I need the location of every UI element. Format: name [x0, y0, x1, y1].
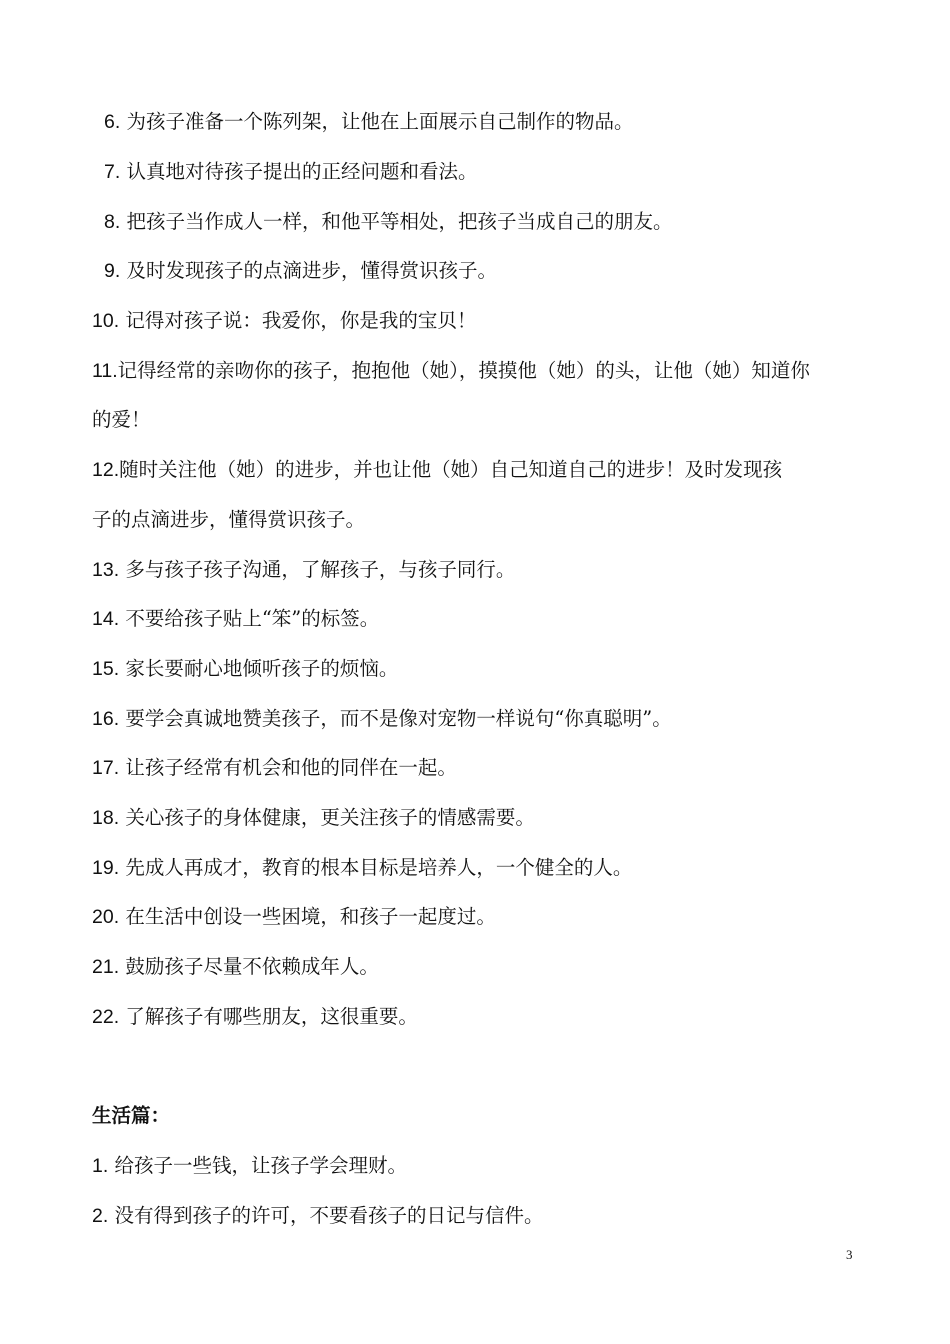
list-item [92, 158, 884, 186]
list-item [92, 357, 872, 385]
item-number: 17. [92, 757, 120, 779]
item-number: 19. [92, 857, 120, 879]
item-number: 22. [92, 1006, 120, 1028]
item-text: 了解孩子有哪些朋友，这很重要。 [125, 1005, 418, 1028]
item-text: 关心孩子的身体健康，更关注孩子的情感需要。 [125, 806, 535, 829]
item-number: 1. [92, 1155, 109, 1177]
item-number: 13. [92, 559, 120, 581]
list-item [92, 655, 872, 683]
item-text: 及时发现孩子的点滴进步，懂得赏识孩子。 [126, 259, 497, 282]
list-item [92, 705, 872, 733]
item-number: 15. [92, 658, 120, 680]
item-number: 9. [104, 260, 121, 282]
item-text: 把孩子当作成人一样，和他平等相处，把孩子当成自己的朋友。 [126, 210, 673, 233]
section-heading: 生活篇： [92, 1104, 171, 1127]
list-item [92, 208, 884, 236]
list-item [92, 754, 872, 782]
item-text: 要学会真诚地赞美孩子，而不是像对宠物一样说句“你真聪明”。 [125, 707, 672, 730]
item-text: 给孩子一些钱，让孩子学会理财。 [114, 1154, 407, 1177]
item-text: 不要给孩子贴上“笨”的标签。 [125, 607, 380, 630]
item-number: 8. [104, 211, 121, 233]
item-text: 子的点滴进步，懂得赏识孩子。 [92, 508, 366, 531]
item-number: 16. [92, 708, 120, 730]
item-text: 先成人再成才，教育的根本目标是培养人，一个健全的人。 [125, 856, 633, 879]
item-number: 10. [92, 310, 120, 332]
item-text: 记得经常的亲吻你的孩子，抱抱他（她），摸摸他（她）的头，让他（她）知道你 [117, 359, 810, 382]
list-item [92, 108, 884, 136]
list-item [92, 903, 872, 931]
item-number: 12. [92, 459, 120, 481]
page-number: 3 [846, 1247, 853, 1262]
list-item [92, 1202, 872, 1230]
list-item-continuation [92, 406, 872, 434]
item-number: 18. [92, 807, 120, 829]
item-text: 让孩子经常有机会和他的同伴在一起。 [125, 756, 457, 779]
item-text: 随时关注他（她）的进步，并也让他（她）自己知道自己的进步！及时发现孩 [119, 458, 783, 481]
list-item [92, 1152, 872, 1180]
item-text: 的爱！ [92, 408, 151, 431]
list-item [92, 1003, 872, 1031]
item-number: 6. [104, 111, 121, 133]
list-item [92, 605, 872, 633]
item-text: 多与孩子孩子沟通，了解孩子，与孩子同行。 [125, 558, 516, 581]
item-text: 在生活中创设一些困境，和孩子一起度过。 [125, 905, 496, 928]
list-item-continuation [92, 506, 872, 534]
list-item [92, 953, 872, 981]
item-number: 11. [92, 360, 118, 382]
item-text: 鼓励孩子尽量不依赖成年人。 [125, 955, 379, 978]
list-item [92, 804, 872, 832]
list-item [92, 854, 872, 882]
list-item [92, 456, 872, 484]
item-number: 20. [92, 906, 120, 928]
item-number: 21. [92, 956, 120, 978]
item-number: 2. [92, 1205, 109, 1227]
list-item [92, 556, 872, 584]
item-text: 为孩子准备一个陈列架，让他在上面展示自己制作的物品。 [126, 110, 634, 133]
item-text: 没有得到孩子的许可，不要看孩子的日记与信件。 [114, 1204, 544, 1227]
item-number: 7. [104, 161, 121, 183]
item-text: 认真地对待孩子提出的正经问题和看法。 [126, 160, 478, 183]
item-text: 记得对孩子说：我爱你，你是我的宝贝！ [125, 309, 477, 332]
list-item [92, 307, 872, 335]
item-number: 14. [92, 608, 120, 630]
item-text: 家长要耐心地倾听孩子的烦恼。 [125, 657, 399, 680]
list-item [92, 257, 884, 285]
